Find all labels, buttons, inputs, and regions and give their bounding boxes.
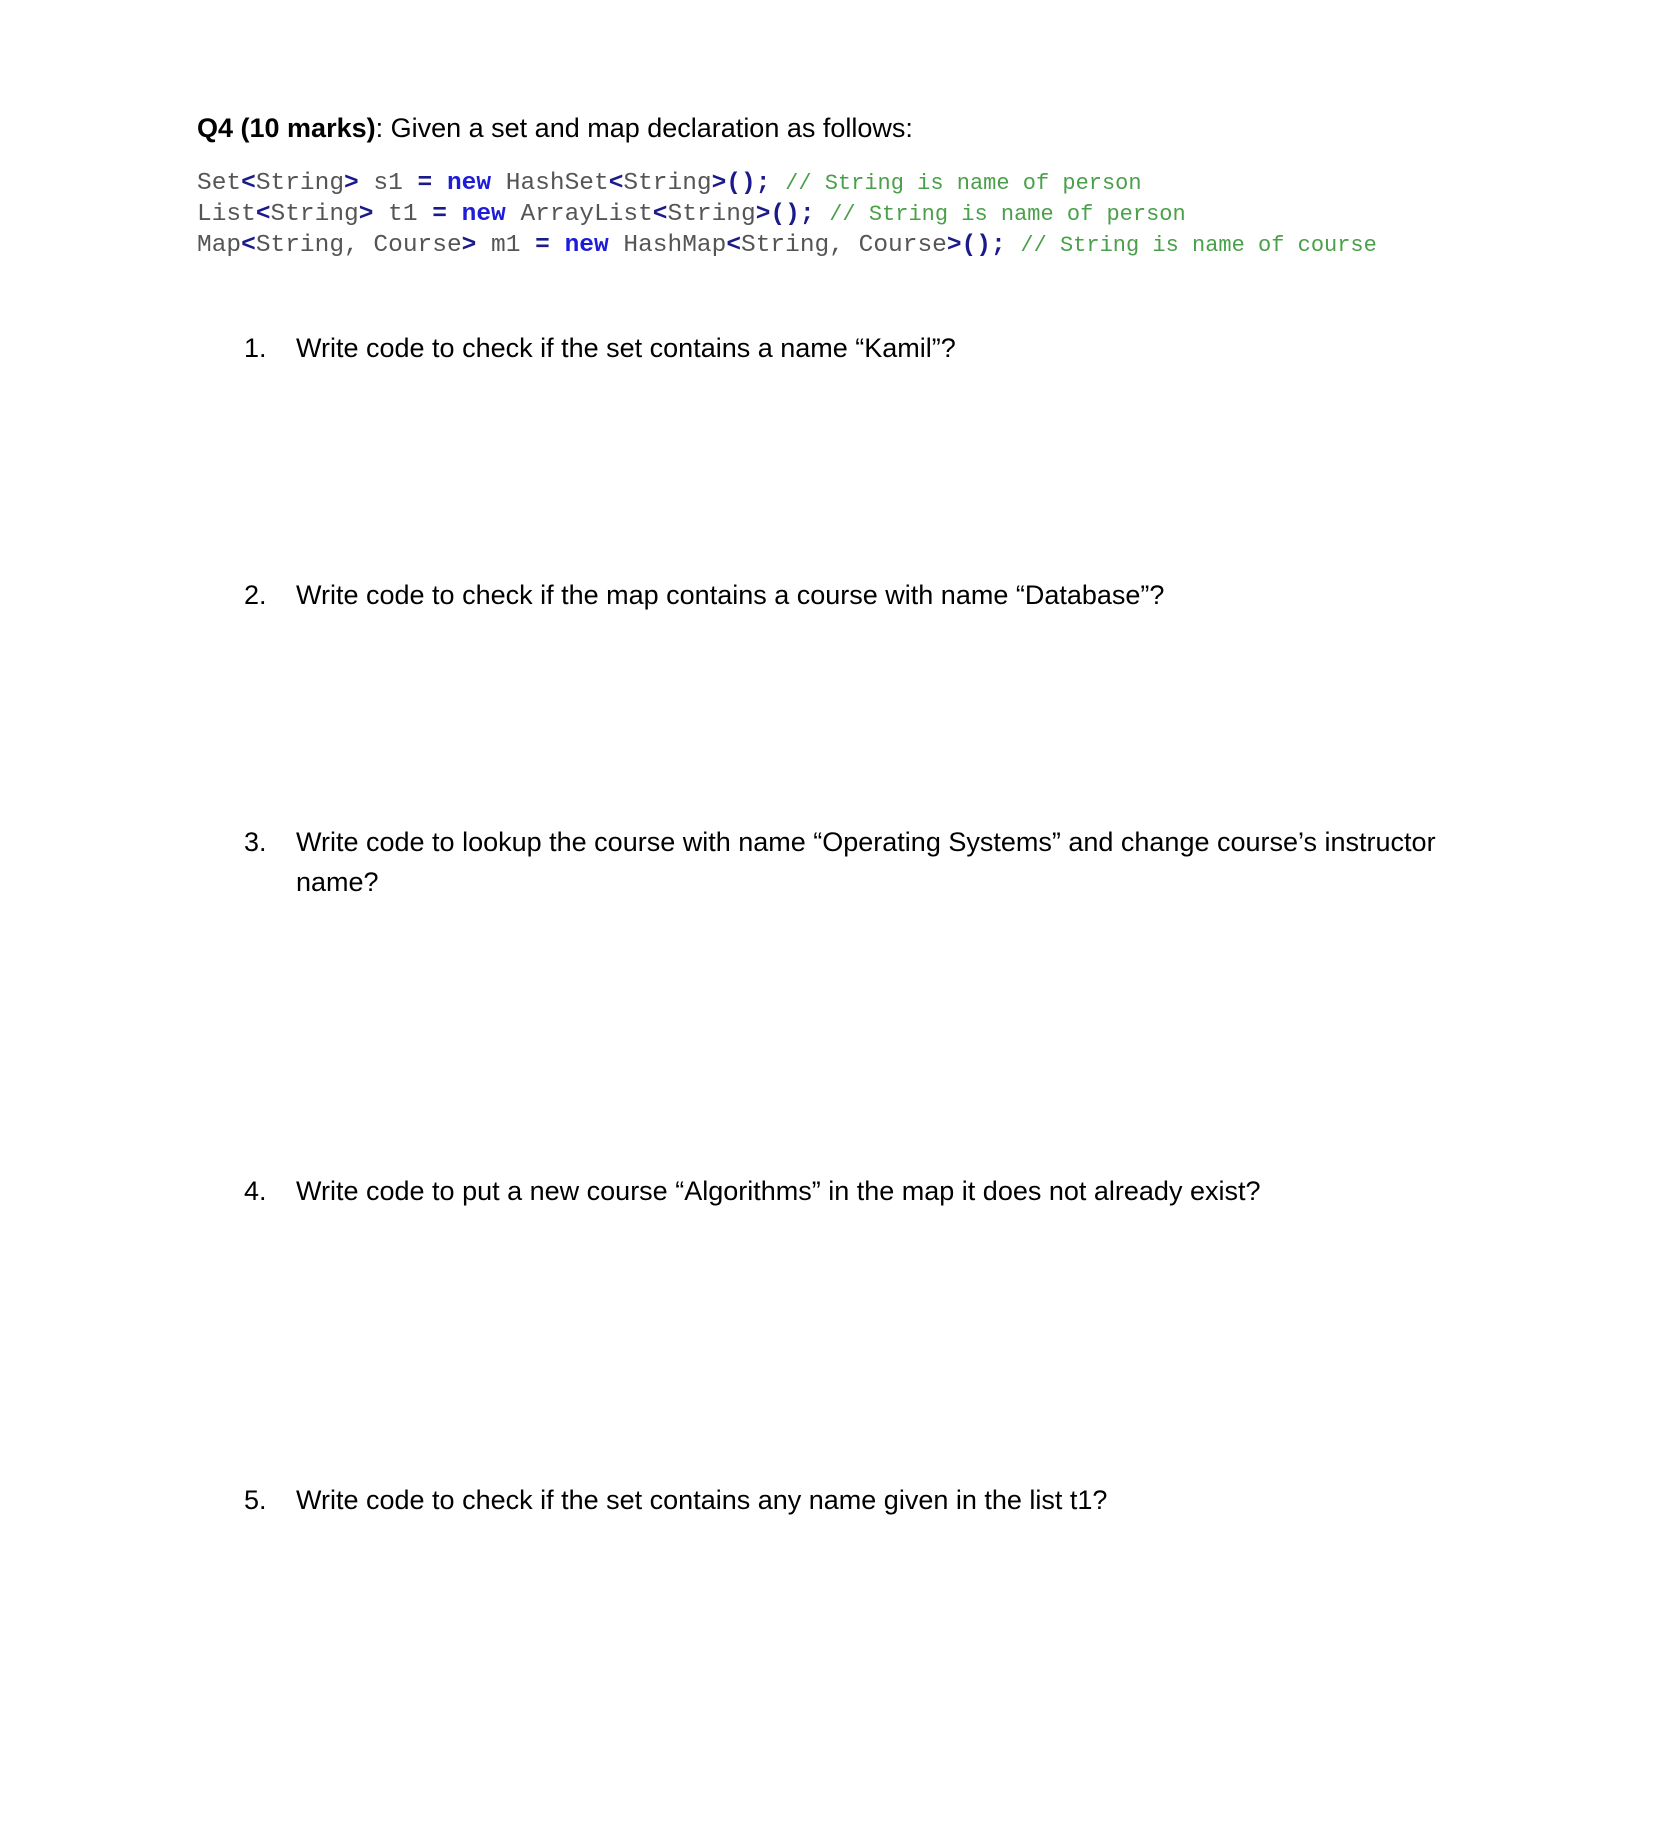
code-generic: String: [667, 201, 756, 228]
question-item-5: [244, 1480, 1514, 1520]
question-heading-text: : Given a set and map declaration as follows:: [375, 113, 913, 143]
code-type: HashMap: [608, 232, 727, 259]
question-number: 5.: [244, 1485, 267, 1515]
code-type: Map: [197, 232, 242, 259]
question-item-3: [244, 822, 1514, 902]
question-text: Write code to check if the map contains a course with name “Database”?: [296, 580, 1165, 610]
code-generic: String, Course: [741, 232, 947, 259]
question-item-4: [244, 1171, 1514, 1211]
question-text: Write code to check if the set contains any name given in the list t1?: [296, 1485, 1108, 1515]
code-variable: s1: [358, 170, 418, 197]
question-text: Write code to lookup the course with name “Operating Systems” and change course’s instructor name?: [296, 827, 1436, 897]
question-marks-label: Q4 (10 marks): [197, 113, 376, 143]
code-line-map: Map<String, Course> m1 = new HashMap<String, Course>(); // String is name of course: [197, 232, 1377, 259]
question-number: 2.: [244, 580, 267, 610]
code-assign: =: [417, 170, 433, 197]
code-comment: // String is name of person: [829, 202, 1186, 227]
code-block: [197, 168, 1377, 261]
code-generic: String, Course: [255, 232, 462, 259]
code-generic: String: [623, 170, 712, 197]
code-type: ArrayList: [505, 201, 653, 228]
code-type: List: [197, 201, 256, 228]
code-comment: // String is name of person: [785, 171, 1142, 196]
question-number: 4.: [244, 1176, 267, 1206]
question-item-2: [244, 575, 1514, 615]
code-variable: m1: [476, 232, 536, 259]
code-line-set: Set<String> s1 = new HashSet<String>(); // String is name of person: [197, 170, 1142, 197]
question-heading: [197, 108, 913, 148]
question-number: 3.: [244, 827, 267, 857]
code-type: Set: [197, 170, 242, 197]
code-variable: t1: [373, 201, 433, 228]
code-keyword: new: [461, 201, 506, 228]
code-keyword: new: [564, 232, 609, 259]
code-comment: // String is name of course: [1020, 233, 1377, 258]
code-type: HashSet: [491, 170, 609, 197]
question-text: Write code to put a new course “Algorithms” in the map it does not already exist?: [296, 1176, 1261, 1206]
code-generic: String: [270, 201, 359, 228]
question-item-1: [244, 328, 1514, 368]
code-assign: =: [432, 201, 447, 228]
code-generic: String: [255, 170, 345, 197]
question-text: Write code to check if the set contains a name “Kamil”?: [296, 333, 956, 363]
code-keyword: new: [446, 170, 492, 197]
code-line-list: List<String> t1 = new ArrayList<String>(); // String is name of person: [197, 201, 1186, 228]
question-number: 1.: [244, 333, 267, 363]
code-assign: =: [535, 232, 550, 259]
